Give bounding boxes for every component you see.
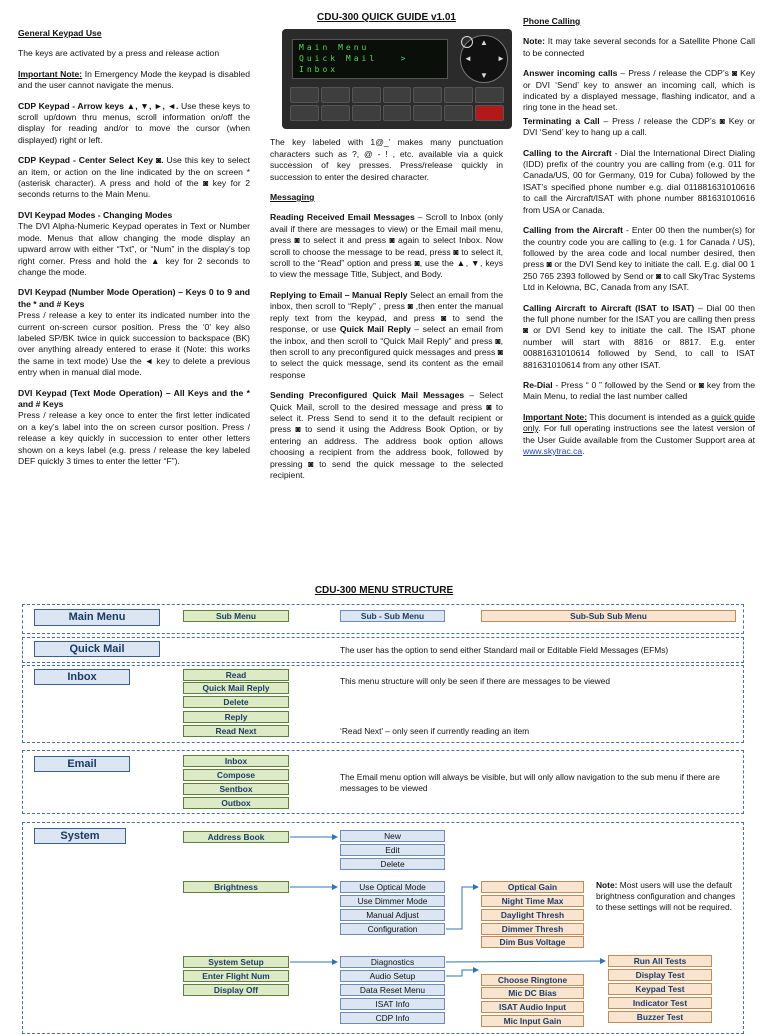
center-text: Use this key to select an item, or action on the line indicated by the on screen * (asterisk character). A press and hold of the ◙ key for 2 seconds returns to the Main Menu. — [18, 155, 250, 200]
email-sentbox[interactable]: Sentbox — [183, 783, 289, 795]
quick-mail-item[interactable]: Quick Mail — [34, 641, 160, 657]
center-heading: CDP Keypad - Center Select Key ◙. — [18, 155, 164, 166]
arrow-configuration — [446, 887, 478, 929]
system-item[interactable]: System — [34, 828, 126, 844]
inbox-delete[interactable]: Delete — [183, 696, 289, 708]
audio-setup[interactable]: Audio Setup — [340, 970, 445, 982]
number-heading: DVI Keypad (Number Mode Operation) – Keys 0 to 9 and the * and # Keys — [18, 287, 250, 309]
reading-heading: Reading Received Email Messages — [270, 212, 415, 223]
address-book-item[interactable]: Address Book — [183, 831, 289, 843]
daylight-thresh[interactable]: Daylight Thresh — [481, 909, 584, 921]
system-setup[interactable]: System Setup — [183, 956, 289, 968]
inbox-note-2: ‘Read Next’ – only seen if currently reading an item — [340, 726, 530, 736]
text-heading: DVI Keypad (Text Mode Operation) – All Keys and the * and # Keys — [18, 387, 250, 409]
keypad-test[interactable]: Keypad Test — [608, 983, 712, 995]
quick-mail-reply-label: Quick Mail Reply — [339, 324, 411, 335]
display-line-1: Main Menu — [299, 43, 370, 53]
use-dimmer-mode[interactable]: Use Dimmer Mode — [340, 895, 445, 907]
number-text: Press / release a key to enter its indicated number into the current on-screen cursor position. Press the ‘0’ key also labeled SP/BK twice in quick succession to backspace (BK) over anything already entered to erase it (Note: this works the same in text mode) Use the ◄ key to delete a previous entry when in manual dial mode. — [18, 310, 250, 378]
imp-text: This document is intended as a — [587, 411, 712, 422]
reply-text-2: – select an email from the inbox, and then scroll to “Quick Mail Reply” and press ◙, then scroll to any preconfigured quick messages and press ◙ to select the quick message, send its content as the email response — [270, 324, 503, 380]
general-heading: General Keypad Use — [18, 28, 102, 38]
text-text: Press / release a key once to enter the first letter indicated on a key’s label into the on screen cursor position. Press / release a key quickly in succession to enter other letters shown on a keys label (e.g. press / release the key labeled DEF quickly 3 times to enter the letter “F”). — [18, 410, 250, 466]
a2a-text: – Dial 00 then the full phone number for the ISAT you are calling then press ◙ or DVI Send key to initiate the call. The ISAT phone number will start with 8816 or 8817. E.g. enter 00881631010614 followed by Send, to call to ISAT 881631010614 from any other ISAT. — [523, 302, 755, 370]
choose-ringtone[interactable]: Choose Ringtone — [481, 974, 584, 986]
answer-heading: Answer incoming calls — [523, 68, 618, 79]
email-note: The Email menu option will always be visible, but will only allow navigation to the sub menu if there are messages to be viewed — [340, 772, 720, 793]
inbox-read-next[interactable]: Read Next — [183, 725, 289, 737]
isat-audio-input[interactable]: ISAT Audio Input — [481, 1001, 584, 1013]
brightness-note: Note: Most users will use the default brightness configuration and changes to these settings will not be required. — [596, 880, 736, 912]
sending-heading: Sending Preconfigured Quick Mail Messages — [270, 390, 465, 401]
quick-guide-only: quick guide only — [523, 411, 755, 434]
inbox-read[interactable]: Read — [183, 669, 289, 681]
indicator-test[interactable]: Indicator Test — [608, 997, 712, 1009]
data-reset-menu[interactable]: Data Reset Menu — [340, 984, 445, 996]
email-inbox[interactable]: Inbox — [183, 755, 289, 767]
reading-text: – Scroll to Inbox (only avail if there are messages to view) or the Email mail menu, press ◙ to select it and press ◙ again to select Inbox. Now scroll to choose the message to be read, press ◙ to select it, scroll to the “Read” option and press ◙, use the ▲, ▼, keys to view the message Title, Subject, and Body. — [270, 212, 503, 280]
skytrac-link[interactable]: www.skytrac.ca — [523, 446, 583, 456]
optical-gain[interactable]: Optical Gain — [481, 881, 584, 893]
a2a-heading: Calling Aircraft to Aircraft (ISAT to ISAT) — [523, 302, 695, 313]
terminate-heading: Terminating a Call — [523, 115, 600, 126]
mic-input-gain[interactable]: Mic Input Gain — [481, 1015, 584, 1027]
use-optical-mode[interactable]: Use Optical Mode — [340, 881, 445, 893]
reply-text: Select an email from the inbox, then scroll to “Reply” , press ◙ ,then enter the manual reply text from the keypad, and press ◙ to send the response, or use — [270, 289, 503, 335]
sub-menu-label: Sub Menu — [183, 610, 289, 622]
sub-sub-menu-label: Sub - Sub Menu — [340, 610, 445, 622]
note-label: Note: — [523, 36, 545, 47]
mic-dc-bias[interactable]: Mic DC Bias — [481, 987, 584, 999]
calling-to-heading: Calling to the Aircraft — [523, 147, 612, 158]
terminate-text: – Press / release the CDP’s ◙ Key or DVI ‘Send’ key to hang up a call. — [523, 115, 755, 138]
sub-sub-sub-menu-label: Sub-Sub Sub Menu — [481, 610, 736, 622]
dpad-icon: ▲ ▼ ◄ ► — [460, 35, 508, 83]
arrow-diagnostics — [446, 961, 605, 962]
important-text: In Emergency Mode the keypad is disabled and the user cannot navigate the menus. — [18, 68, 250, 91]
note-text: It may take several seconds for a Satellite Phone Call to be connected — [523, 36, 755, 58]
display-line-2: Quick Mail > — [299, 54, 409, 64]
imp-text-2: . For full operating instructions see the latest version of the User Guide available from the Customer Support area at — [523, 423, 755, 445]
dimmer-thresh[interactable]: Dimmer Thresh — [481, 923, 584, 935]
display-line-3: Inbox — [299, 65, 339, 75]
punctuation-key-text: The key labeled with 1@_’ makes many punctuation characters such as ?, @ - ! , etc. available via a quick succession of key presses. Press/release quickly in succession to enter the desired character. — [270, 137, 503, 182]
quick-mail-note: The user has the option to send either Standard mail or Editable Field Messages (EFMs) — [340, 645, 669, 655]
isat-info[interactable]: ISAT Info — [340, 998, 445, 1010]
messaging-heading: Messaging — [270, 192, 315, 203]
imp-label: Important Note: — [523, 411, 588, 422]
address-delete[interactable]: Delete — [340, 858, 445, 870]
menu-structure-title: CDU-300 MENU STRUCTURE — [314, 585, 454, 596]
email-compose[interactable]: Compose — [183, 769, 289, 781]
address-new[interactable]: New — [340, 830, 445, 842]
answer-text: – Press / release the CDP’s ◙ Key or DVI ‘Send’ key to answer an incoming call, which is indicated by a displayed message, flashing indicator, and a ring tone in the head set. — [523, 68, 755, 113]
phone-heading: Phone Calling — [523, 16, 581, 26]
calling-to-text: - Dial the International Direct Dialing (IDD) prefix of the country you are calling from (e.g. 011 for Canada/US, 00 for Germany, 019 for Cuba) followed by the ISAT’s specified phone number e.g. dial 011881631010616 to call the Aircraft/ISAT with phone number 881631010616 from USA or Canada. — [523, 147, 756, 215]
arrow-text: Use these keys to scroll up/down thru menus, scroll information on/off the display for reading and/or to move the cursor (when displayed) right or left. — [18, 100, 250, 145]
enter-flight-num[interactable]: Enter Flight Num — [183, 970, 289, 982]
dvi-modes-text: The DVI Alpha-Numeric Keypad operates in Text or Number mode. Menus that allow changing the mode display an upward arrow with either “Txt”, or “Num” in the display’s top right corner. Press and hold the ▲ key for 2 seconds to change the mode. — [18, 221, 250, 277]
email-outbox[interactable]: Outbox — [183, 797, 289, 809]
arrow-audio-setup — [446, 970, 478, 976]
address-edit[interactable]: Edit — [340, 844, 445, 856]
general-text: The keys are activated by a press and release action — [18, 48, 220, 59]
calling-from-heading: Calling from the Aircraft — [523, 225, 623, 236]
redial-text: - Press “ 0 ” followed by the Send or ◙ key from the Main Menu, to redial the last number called — [523, 379, 755, 402]
redial-heading: Re-Dial — [523, 379, 553, 390]
cdp-info[interactable]: CDP Info — [340, 1012, 445, 1024]
inbox-note: This menu structure will only be seen if there are messages to be viewed — [340, 676, 610, 686]
email-item[interactable]: Email — [34, 756, 130, 772]
main-menu-label: Main Menu — [34, 609, 160, 626]
reply-heading: Replying to Email – Manual Reply — [270, 289, 408, 300]
buzzer-test[interactable]: Buzzer Test — [608, 1011, 712, 1023]
dvi-modes-heading: DVI Keypad Modes - Changing Modes — [18, 209, 173, 220]
display-off[interactable]: Display Off — [183, 984, 289, 996]
brightness-item[interactable]: Brightness — [183, 881, 289, 893]
display-test[interactable]: Display Test — [608, 969, 712, 981]
page-title: CDU-300 QUICK GUIDE v1.01 — [317, 12, 456, 23]
arrow-heading: CDP Keypad - Arrow keys ▲, ▼, ►, ◄. — [18, 100, 179, 111]
sending-text: – Select Quick Mail, scroll to the desired message and press ◙ to select it. Press Send to send it to the default recipient or press ◙ to send it using the Address Book Option, or by entering an address. The address book option allows choosing a recipient from the address book, followed by pressing ◙ to send the quick message to the selected recipient. — [270, 390, 503, 480]
dim-bus-voltage[interactable]: Dim Bus Voltage — [481, 936, 584, 948]
inbox-quick-mail-reply[interactable]: Quick Mail Reply — [183, 682, 289, 694]
manual-adjust[interactable]: Manual Adjust — [340, 909, 445, 921]
inbox-item[interactable]: Inbox — [34, 669, 130, 685]
important-label: Important Note: — [18, 68, 83, 79]
inbox-reply[interactable]: Reply — [183, 711, 289, 723]
important-footer-para: Important Note: This document is intended as a quick guide only. For full operating instructions see the latest version of the User Guide available from the Customer Support area at www.skytrac.ca. — [523, 411, 755, 456]
diagnostics[interactable]: Diagnostics — [340, 956, 445, 968]
night-time-max[interactable]: Night Time Max — [481, 895, 584, 907]
run-all-tests[interactable]: Run All Tests — [608, 955, 712, 967]
calling-from-text: - Enter 00 then the number(s) for the country code you are calling to (e.g. 1 for Canada / US), followed by the area code and local number desired, then press ◙ or the DVI Send key to initiate the call. E.g. dial 00 1 250 765 2393 followed by Send or ◙ to call SkyTrac Systems Ltd in Kelowna, BC, Canada from any ISAT. — [523, 225, 755, 293]
configuration[interactable]: Configuration — [340, 923, 445, 935]
